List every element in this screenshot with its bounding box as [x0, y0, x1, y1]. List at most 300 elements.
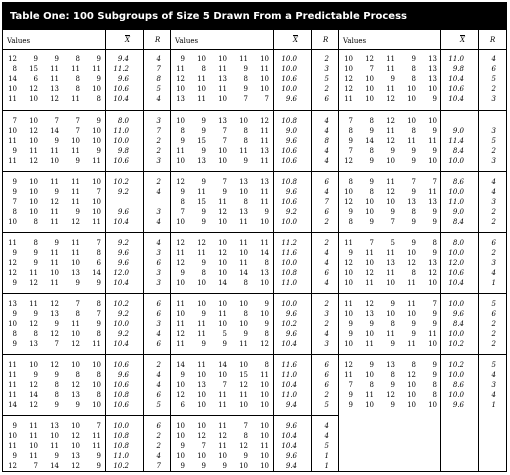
value-cell: 12 — [197, 432, 206, 440]
value-cell: 11 — [386, 249, 395, 257]
range-cell: 7 — [156, 127, 161, 135]
table-row — [171, 94, 338, 104]
range-cell: 2 — [156, 147, 161, 155]
value-cell: 9 — [432, 310, 437, 318]
xbar-cell: 11.0 — [113, 127, 129, 135]
value-cell: 9 — [54, 452, 59, 460]
value-cell: 8 — [75, 75, 80, 83]
value-cell: 11 — [386, 55, 395, 63]
value-cell: 8 — [243, 75, 248, 83]
table-row — [171, 451, 338, 461]
range-cell: 6 — [156, 340, 161, 348]
range-cell: 1 — [324, 452, 329, 460]
xbar-cell: 10.0 — [281, 300, 297, 308]
value-cell: 13 — [260, 147, 269, 155]
table-row — [3, 360, 170, 370]
value-cell: 8 — [243, 137, 248, 145]
range-cell: 3 — [324, 65, 329, 73]
value-cell: 9 — [75, 279, 80, 287]
value-cell: 12 — [8, 462, 17, 470]
value-cell: 13 — [50, 422, 59, 430]
value-cell: 11 — [8, 95, 17, 103]
value-cell: 10 — [71, 259, 80, 267]
value-cell: 7 — [348, 147, 353, 155]
value-cell: 7 — [75, 300, 80, 308]
value-cell: 11 — [71, 188, 80, 196]
value-cell: 11 — [386, 178, 395, 186]
value-cell: 10 — [71, 422, 80, 430]
table-row — [171, 319, 338, 329]
value-cell: 10 — [29, 208, 38, 216]
range-cell: 3 — [491, 381, 496, 389]
value-cell: 11 — [197, 188, 206, 196]
table-row — [3, 339, 170, 349]
value-cell: 10 — [92, 208, 101, 216]
value-cell: 9 — [54, 320, 59, 328]
value-cell: 9 — [33, 310, 38, 318]
value-cell: 11 — [29, 300, 38, 308]
xbar-cell: 9.2 — [117, 188, 129, 196]
value-cell: 11 — [344, 371, 353, 379]
xbar-cell: 10.0 — [448, 300, 464, 308]
table-frame — [2, 2, 507, 472]
value-cell: 10 — [176, 117, 185, 125]
range-cell: 2 — [156, 442, 161, 450]
value-cell: 7 — [348, 381, 353, 389]
value-cell: 12 — [29, 127, 38, 135]
table-row — [3, 268, 170, 278]
value-cell: 7 — [222, 178, 227, 186]
value-cell: 10 — [29, 137, 38, 145]
value-cell: 12 — [29, 401, 38, 409]
xbar-cell: 9.6 — [285, 188, 297, 196]
value-cell: 12 — [71, 462, 80, 470]
value-cell: 11 — [197, 95, 206, 103]
value-cell: 12 — [344, 75, 353, 83]
table-row — [339, 197, 506, 207]
value-cell: 12 — [176, 391, 185, 399]
table-row — [339, 126, 506, 136]
value-cell: 8 — [33, 218, 38, 226]
value-cell: 11 — [50, 249, 59, 257]
table-row — [3, 461, 170, 471]
value-cell: 11 — [239, 259, 248, 267]
range-cell: 3 — [156, 157, 161, 165]
value-cell: 10 — [260, 55, 269, 63]
value-cell: 9 — [390, 300, 395, 308]
value-cell: 11 — [344, 300, 353, 308]
value-cell: 10 — [92, 127, 101, 135]
value-cell: 11 — [8, 442, 17, 450]
value-cell: 9 — [180, 462, 185, 470]
xbar-cell: 10.8 — [281, 117, 297, 125]
value-cell: 10 — [218, 239, 227, 247]
value-cell: 8 — [348, 127, 353, 135]
table-row — [3, 207, 170, 217]
value-cell: 10 — [176, 432, 185, 440]
value-cell: 11 — [71, 178, 80, 186]
value-cell: 9 — [54, 137, 59, 145]
value-cell: 11 — [197, 361, 206, 369]
range-cell: 2 — [491, 208, 496, 216]
table-row — [339, 319, 506, 329]
value-cell: 9 — [369, 361, 374, 369]
value-cell: 11 — [428, 137, 437, 145]
value-cell: 12 — [344, 157, 353, 165]
value-cell: 11 — [260, 188, 269, 196]
value-cell: 10 — [239, 249, 248, 257]
header-values-label: Values — [175, 37, 199, 45]
table-row — [171, 146, 338, 156]
value-cell: 10 — [344, 279, 353, 287]
range-cell: 4 — [324, 188, 329, 196]
xbar-cell: 8.4 — [452, 147, 464, 155]
range-cell: 4 — [324, 279, 329, 287]
value-cell: 10 — [8, 432, 17, 440]
table-title: Table One: 100 Subgroups of Size 5 Drawn From a Predictable Process — [3, 3, 506, 30]
range-cell: 2 — [324, 218, 329, 226]
value-cell: 9 — [348, 249, 353, 257]
value-cell: 7 — [369, 239, 374, 247]
value-cell: 10 — [218, 269, 227, 277]
value-cell: 11 — [218, 442, 227, 450]
value-cell: 12 — [239, 381, 248, 389]
table-row — [3, 217, 170, 227]
value-cell: 10 — [176, 85, 185, 93]
range-cell: 3 — [491, 259, 496, 267]
value-cell: 12 — [71, 340, 80, 348]
table-row — [339, 299, 506, 309]
value-cell: 9 — [75, 208, 80, 216]
value-cell: 10 — [92, 137, 101, 145]
xbar-cell: 10.4 — [281, 442, 297, 450]
range-cell: 4 — [491, 391, 496, 399]
value-cell: 12 — [176, 330, 185, 338]
value-cell: 8 — [390, 371, 395, 379]
value-cell: 11 — [407, 300, 416, 308]
xbar-cell: 8.0 — [452, 239, 464, 247]
value-cell: 8 — [54, 381, 59, 389]
table-row — [171, 248, 338, 258]
value-cell: 10 — [260, 218, 269, 226]
value-cell: 8 — [243, 127, 248, 135]
value-cell: 11 — [197, 320, 206, 328]
table-row — [339, 258, 506, 268]
value-cell: 10 — [407, 391, 416, 399]
table-row — [339, 278, 506, 288]
value-cell: 14 — [50, 462, 59, 470]
value-cell: 12 — [239, 442, 248, 450]
value-cell: 10 — [197, 401, 206, 409]
value-cell: 7 — [96, 188, 101, 196]
value-cell: 9 — [411, 320, 416, 328]
value-cell: 10 — [365, 208, 374, 216]
range-cell: 7 — [324, 198, 329, 206]
xbar-cell: 10.4 — [448, 279, 464, 287]
value-cell: 12 — [50, 330, 59, 338]
xbar-cell: 10.4 — [281, 340, 297, 348]
value-cell: 11 — [260, 371, 269, 379]
value-cell: 10 — [260, 75, 269, 83]
xbar-cell: 10.4 — [113, 95, 129, 103]
value-cell: 11 — [50, 178, 59, 186]
value-cell: 9 — [390, 381, 395, 389]
value-cell: 8 — [348, 218, 353, 226]
table-column-1 — [3, 30, 171, 471]
value-cell: 11 — [260, 127, 269, 135]
value-cell: 10 — [92, 85, 101, 93]
value-cell: 7 — [75, 117, 80, 125]
value-cell: 10 — [197, 371, 206, 379]
value-cell: 9 — [411, 188, 416, 196]
table-row — [171, 360, 338, 370]
range-cell: 2 — [324, 85, 329, 93]
xbar-cell: 10.2 — [113, 462, 129, 470]
value-cell: 9 — [348, 330, 353, 338]
value-cell: 9 — [180, 188, 185, 196]
value-cell: 13 — [365, 310, 374, 318]
value-cell: 11 — [50, 147, 59, 155]
value-cell: 7 — [33, 462, 38, 470]
value-cell: 10 — [344, 340, 353, 348]
xbar-cell: 10.8 — [113, 432, 129, 440]
range-cell: 4 — [491, 269, 496, 277]
value-cell: 11 — [29, 269, 38, 277]
value-cell: 14 — [8, 75, 17, 83]
range-cell: 4 — [156, 188, 161, 196]
range-cell: 4 — [491, 178, 496, 186]
table-row — [171, 187, 338, 197]
value-cell: 10 — [29, 361, 38, 369]
value-cell: 12 — [71, 381, 80, 389]
xbar-cell: 10.2 — [281, 320, 297, 328]
value-cell: 12 — [386, 137, 395, 145]
range-cell: 2 — [491, 218, 496, 226]
xbar-cell: 10.4 — [448, 95, 464, 103]
subgroup-block — [171, 293, 338, 354]
table-row — [3, 451, 170, 461]
value-cell: 8 — [180, 127, 185, 135]
xbar-cell: 10.6 — [113, 85, 129, 93]
header-values-label: Values — [343, 37, 367, 45]
value-cell: 7 — [243, 95, 248, 103]
table-row — [171, 177, 338, 187]
xbar-cell: 10.6 — [281, 198, 297, 206]
value-cell: 10 — [365, 95, 374, 103]
xbar-cell: 11.0 — [281, 279, 297, 287]
column-header — [171, 30, 338, 50]
value-cell: 13 — [8, 300, 17, 308]
value-cell: 7 — [390, 218, 395, 226]
xbar-cell: 11.2 — [281, 239, 297, 247]
table-row — [339, 400, 506, 410]
xbar-cell: 9.8 — [452, 65, 464, 73]
range-cell: 4 — [156, 55, 161, 63]
range-cell: 3 — [491, 157, 496, 165]
table-row — [3, 400, 170, 410]
value-cell: 11 — [218, 401, 227, 409]
value-cell: 9 — [180, 55, 185, 63]
value-cell: 11 — [386, 127, 395, 135]
value-cell: 8 — [75, 85, 80, 93]
range-cell: 6 — [156, 300, 161, 308]
value-cell: 9 — [369, 320, 374, 328]
value-cell: 10 — [239, 188, 248, 196]
value-cell: 10 — [218, 147, 227, 155]
range-cell: 2 — [491, 249, 496, 257]
value-cell: 8 — [243, 198, 248, 206]
value-cell: 8 — [348, 178, 353, 186]
value-cell: 9 — [201, 178, 206, 186]
value-cell: 9 — [432, 95, 437, 103]
value-cell: 7 — [222, 137, 227, 145]
value-cell: 14 — [218, 279, 227, 287]
value-cell: 8 — [243, 432, 248, 440]
subgroup-block — [339, 293, 506, 354]
value-cell: 11 — [260, 137, 269, 145]
xbar-cell: 11.6 — [281, 249, 297, 257]
subgroup-block — [339, 232, 506, 293]
value-cell: 10 — [260, 462, 269, 470]
table-row — [3, 299, 170, 309]
table-row — [3, 84, 170, 94]
range-cell: 3 — [324, 310, 329, 318]
xbar-cell: 10.4 — [113, 340, 129, 348]
subgroup-block — [339, 171, 506, 232]
value-cell: 7 — [96, 310, 101, 318]
value-cell: 10 — [218, 371, 227, 379]
value-cell: 12 — [344, 85, 353, 93]
xbar-cell: 11.4 — [448, 137, 464, 145]
value-cell: 11 — [50, 208, 59, 216]
value-cell: 8 — [33, 239, 38, 247]
value-cell: 8 — [180, 198, 185, 206]
value-cell: 7 — [201, 442, 206, 450]
value-cell: 11 — [365, 279, 374, 287]
value-cell: 10 — [197, 55, 206, 63]
value-cell: 10 — [260, 310, 269, 318]
subgroup-block — [339, 49, 506, 109]
xbar-cell: 10.6 — [281, 75, 297, 83]
xbar-cell: 10.0 — [281, 65, 297, 73]
value-cell: 11 — [365, 391, 374, 399]
value-cell: 9 — [411, 55, 416, 63]
value-cell: 14 — [50, 127, 59, 135]
value-cell: 9 — [75, 401, 80, 409]
value-cell: 10 — [29, 188, 38, 196]
value-cell: 10 — [197, 422, 206, 430]
xbar-cell: 10.0 — [281, 218, 297, 226]
range-cell: 2 — [491, 147, 496, 155]
value-cell: 13 — [218, 75, 227, 83]
value-cell: 8 — [369, 147, 374, 155]
value-cell: 11 — [92, 432, 101, 440]
value-cell: 10 — [197, 279, 206, 287]
value-cell: 9 — [432, 361, 437, 369]
value-cell: 7 — [411, 178, 416, 186]
header-r-label: R — [490, 36, 496, 44]
range-cell: 2 — [324, 55, 329, 63]
value-cell: 12 — [386, 95, 395, 103]
table-row — [171, 380, 338, 390]
value-cell: 9 — [96, 55, 101, 63]
value-cell: 10 — [407, 310, 416, 318]
value-cell: 9 — [432, 218, 437, 226]
value-cell: 12 — [344, 361, 353, 369]
xbar-cell: 9.6 — [452, 310, 464, 318]
value-cell: 10 — [407, 401, 416, 409]
value-cell: 10 — [176, 310, 185, 318]
value-cell: 12 — [176, 239, 185, 247]
table-row — [171, 74, 338, 84]
table-row — [171, 84, 338, 94]
value-cell: 11 — [260, 198, 269, 206]
value-cell: 13 — [407, 198, 416, 206]
table-row — [3, 74, 170, 84]
header-r-label: R — [155, 36, 161, 44]
value-cell: 10 — [218, 218, 227, 226]
value-cell: 10 — [428, 157, 437, 165]
value-cell: 9 — [33, 259, 38, 267]
value-cell: 10 — [29, 117, 38, 125]
table-row — [339, 380, 506, 390]
range-cell: 4 — [491, 55, 496, 63]
range-cell: 2 — [324, 320, 329, 328]
subgroup-block — [171, 49, 338, 109]
xbar-cell: 10.8 — [281, 269, 297, 277]
range-cell: 4 — [156, 330, 161, 338]
xbar-cell: 9.0 — [452, 127, 464, 135]
value-cell: 10 — [365, 259, 374, 267]
value-cell: 5 — [222, 330, 227, 338]
value-cell: 8 — [432, 381, 437, 389]
value-cell: 9 — [348, 208, 353, 216]
value-cell: 9 — [411, 330, 416, 338]
xbar-cell: 10.8 — [281, 178, 297, 186]
value-cell: 9 — [222, 462, 227, 470]
range-cell: 4 — [324, 259, 329, 267]
value-cell: 11 — [71, 249, 80, 257]
value-cell: 13 — [29, 340, 38, 348]
value-cell: 13 — [386, 361, 395, 369]
value-cell: 9 — [201, 208, 206, 216]
xbar-cell: 10.4 — [448, 75, 464, 83]
value-cell: 9 — [432, 127, 437, 135]
value-cell: 6 — [180, 401, 185, 409]
value-cell: 10 — [218, 320, 227, 328]
table-row — [3, 390, 170, 400]
value-cell: 12 — [365, 269, 374, 277]
value-cell: 11 — [218, 310, 227, 318]
value-cell: 10 — [92, 361, 101, 369]
value-cell: 14 — [365, 137, 374, 145]
xbar-cell: 10.8 — [113, 391, 129, 399]
xbar-cell: 9.4 — [117, 55, 129, 63]
value-cell: 12 — [50, 95, 59, 103]
table-row — [171, 461, 338, 471]
value-cell: 8 — [201, 269, 206, 277]
value-cell: 9 — [12, 422, 17, 430]
value-cell: 7 — [222, 127, 227, 135]
table-row — [339, 94, 506, 104]
value-cell: 10 — [428, 340, 437, 348]
value-cell: 11 — [176, 320, 185, 328]
value-cell: 10 — [8, 85, 17, 93]
value-cell: 8 — [411, 361, 416, 369]
value-cell: 12 — [29, 85, 38, 93]
table-row — [171, 441, 338, 451]
range-cell: 6 — [324, 361, 329, 369]
